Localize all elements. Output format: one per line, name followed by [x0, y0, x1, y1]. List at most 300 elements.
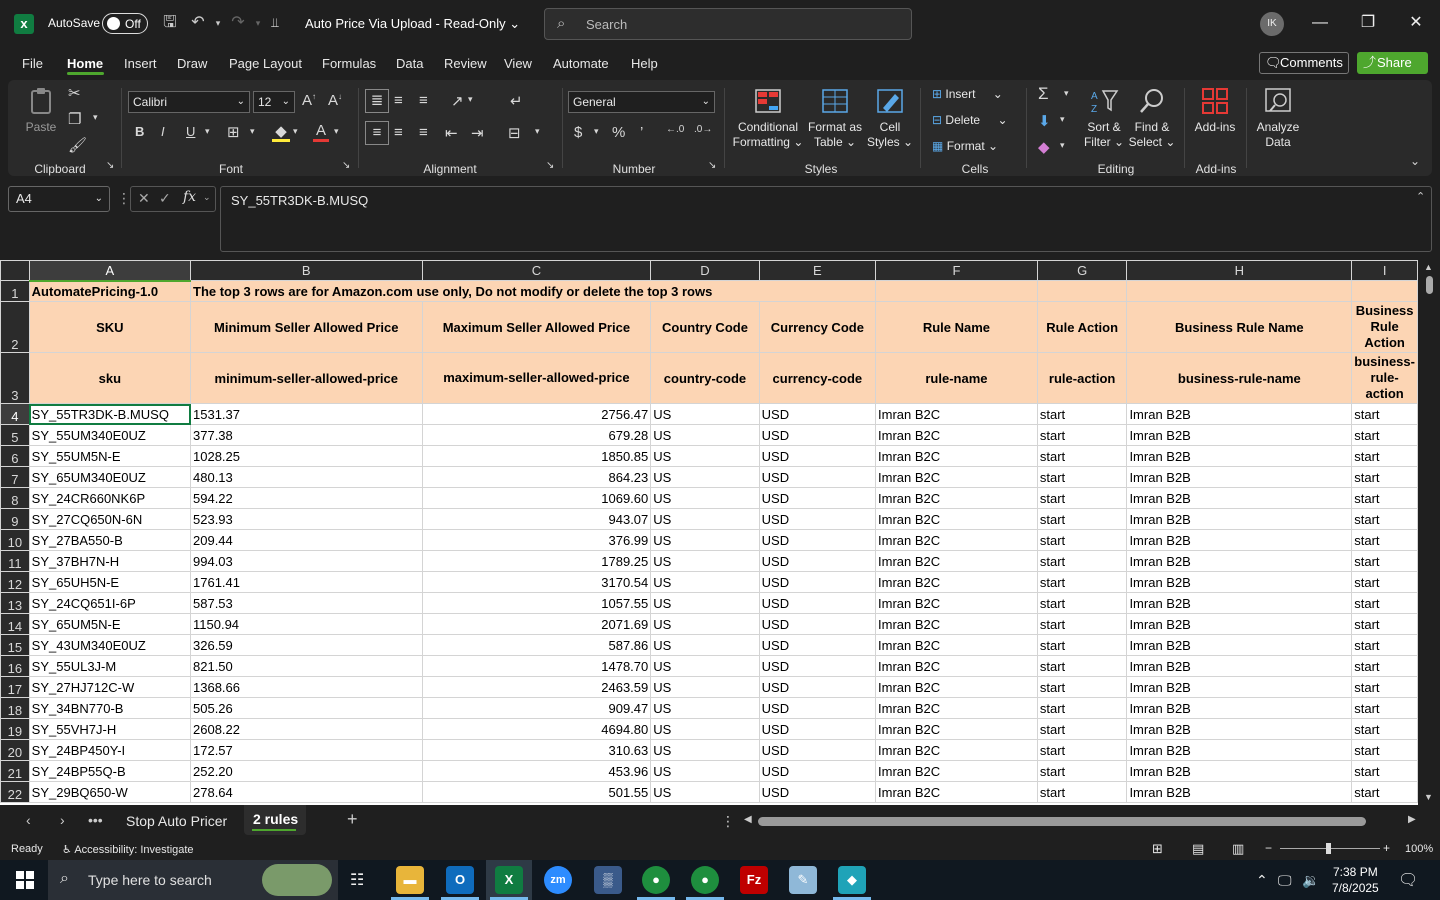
cell-currency-code[interactable]: USD — [759, 530, 875, 551]
cell-min-price[interactable]: 480.13 — [191, 467, 423, 488]
column-header-b[interactable]: B — [191, 261, 423, 281]
cell-min-price[interactable]: 1028.25 — [191, 446, 423, 467]
fill-dropdown-icon[interactable]: ▾ — [1060, 114, 1065, 124]
cell-a2[interactable]: SKU — [29, 302, 190, 353]
scroll-down-icon[interactable]: ▼ — [1424, 792, 1433, 802]
cell-b3[interactable]: minimum-seller-allowed-price — [191, 353, 423, 404]
cell-rule-action[interactable]: start — [1037, 467, 1127, 488]
row-header[interactable]: 16 — [1, 656, 30, 677]
cell-sku[interactable]: SY_43UM340E0UZ — [29, 635, 190, 656]
cell-rule-name[interactable]: Imran B2C — [876, 740, 1038, 761]
comments-button[interactable] — [1259, 52, 1349, 74]
delete-cells-button[interactable] — [932, 113, 1008, 127]
cell-rule-name[interactable]: Imran B2C — [876, 509, 1038, 530]
cell-b2[interactable]: Minimum Seller Allowed Price — [191, 302, 423, 353]
cell-max-price[interactable]: 1057.55 — [422, 593, 651, 614]
cell-sku[interactable]: SY_27HJ712C-W — [29, 677, 190, 698]
cell-max-price[interactable]: 501.55 — [422, 782, 651, 803]
cell-business-rule-name[interactable]: Imran B2B — [1127, 509, 1352, 530]
chrome-profile-icon[interactable]: ● — [691, 866, 719, 894]
cell-rule-action[interactable]: start — [1037, 761, 1127, 782]
cell-currency-code[interactable]: USD — [759, 677, 875, 698]
notifications-icon[interactable]: 🗨 — [1398, 872, 1419, 889]
search-box[interactable] — [544, 8, 912, 40]
cell-business-rule-action[interactable]: start — [1352, 509, 1418, 530]
row-header[interactable]: 6 — [1, 446, 30, 467]
scroll-right-icon[interactable]: ▶ — [1408, 814, 1416, 825]
cell-rule-name[interactable]: Imran B2C — [876, 551, 1038, 572]
cell-business-rule-action[interactable]: start — [1352, 635, 1418, 656]
cell-i2[interactable]: Business Rule Action — [1352, 302, 1418, 353]
cell-rule-name[interactable]: Imran B2C — [876, 614, 1038, 635]
notepad-icon[interactable]: ✎ — [789, 866, 817, 894]
customize-qat-icon[interactable]: ⫫ — [271, 15, 279, 30]
cell-sku[interactable]: SY_55TR3DK-B.MUSQ — [29, 404, 190, 425]
decrease-decimal-icon[interactable]: .0→ — [694, 124, 713, 135]
tab-draw[interactable]: Draw — [177, 56, 208, 71]
font-size-select[interactable] — [253, 91, 295, 113]
format-cells-button[interactable] — [932, 139, 998, 153]
vertical-scroll-thumb[interactable] — [1426, 276, 1433, 294]
font-color-icon[interactable]: A — [313, 122, 329, 142]
scroll-up-icon[interactable]: ▲ — [1424, 262, 1433, 272]
row-header[interactable]: 1 — [1, 281, 30, 302]
cell-d3[interactable]: country-code — [651, 353, 759, 404]
cell-country-code[interactable]: US — [651, 635, 759, 656]
cell-rule-name[interactable]: Imran B2C — [876, 593, 1038, 614]
cell-business-rule-name[interactable]: Imran B2B — [1127, 530, 1352, 551]
cell-business-rule-action[interactable]: start — [1352, 488, 1418, 509]
autosum-icon[interactable]: Σ — [1038, 84, 1049, 103]
cell-currency-code[interactable]: USD — [759, 656, 875, 677]
cell-currency-code[interactable]: USD — [759, 572, 875, 593]
cell-business-rule-action[interactable]: start — [1352, 677, 1418, 698]
cell-currency-code[interactable]: USD — [759, 698, 875, 719]
cell-min-price[interactable]: 523.93 — [191, 509, 423, 530]
cell-country-code[interactable]: US — [651, 740, 759, 761]
cell-business-rule-name[interactable]: Imran B2B — [1127, 551, 1352, 572]
cell-business-rule-action[interactable]: start — [1352, 719, 1418, 740]
copy-dropdown-icon[interactable]: ▾ — [93, 112, 98, 122]
cell-rule-action[interactable]: start — [1037, 488, 1127, 509]
row-header[interactable]: 12 — [1, 572, 30, 593]
zoom-slider-thumb[interactable] — [1326, 843, 1331, 854]
tab-home[interactable]: Home — [67, 56, 104, 71]
horizontal-scroll-thumb[interactable] — [758, 817, 1366, 826]
cell-sku[interactable]: SY_55UL3J-M — [29, 656, 190, 677]
cell-currency-code[interactable]: USD — [759, 467, 875, 488]
more-sheets-icon[interactable]: ••• — [88, 812, 103, 828]
cell-sku[interactable]: SY_55UM5N-E — [29, 446, 190, 467]
cell-business-rule-action[interactable]: start — [1352, 782, 1418, 803]
cell-rule-action[interactable]: start — [1037, 425, 1127, 446]
cell-business-rule-action[interactable]: start — [1352, 446, 1418, 467]
cell-min-price[interactable]: 994.03 — [191, 551, 423, 572]
cell-country-code[interactable]: US — [651, 761, 759, 782]
cell-business-rule-action[interactable]: start — [1352, 404, 1418, 425]
cell-sku[interactable]: SY_37BH7N-H — [29, 551, 190, 572]
excel-taskbar-icon[interactable]: X — [495, 866, 523, 894]
merge-dropdown-icon[interactable]: ▾ — [535, 126, 540, 136]
clear-dropdown-icon[interactable]: ▾ — [1060, 140, 1065, 150]
cell-sku[interactable]: SY_24BP55Q-B — [29, 761, 190, 782]
close-icon[interactable]: ✕ — [1409, 14, 1423, 31]
cell-rule-action[interactable]: start — [1037, 698, 1127, 719]
cell-h2[interactable]: Business Rule Name — [1127, 302, 1352, 353]
percent-icon[interactable]: % — [612, 124, 626, 141]
cell-rule-name[interactable]: Imran B2C — [876, 782, 1038, 803]
vertical-scrollbar[interactable] — [1418, 260, 1440, 805]
tab-view[interactable]: View — [504, 56, 532, 71]
document-title[interactable]: Auto Price Via Upload - Read-Only ⌄ — [305, 16, 521, 31]
outlook-icon[interactable]: O — [446, 866, 474, 894]
cell-currency-code[interactable]: USD — [759, 425, 875, 446]
cell-rule-name[interactable]: Imran B2C — [876, 572, 1038, 593]
cell-country-code[interactable]: US — [651, 614, 759, 635]
currency-dropdown-icon[interactable]: ▾ — [594, 126, 599, 136]
select-all-corner[interactable] — [1, 261, 30, 281]
cell-min-price[interactable]: 1761.41 — [191, 572, 423, 593]
underline-dropdown-icon[interactable]: ▾ — [205, 126, 210, 136]
sort-filter-button[interactable] — [1082, 86, 1126, 150]
wrap-text-icon[interactable]: ↵ — [510, 93, 523, 110]
taskbar-search[interactable] — [48, 860, 338, 900]
normal-view-icon[interactable]: ⊞ — [1152, 841, 1163, 856]
page-layout-view-icon[interactable]: ▤ — [1192, 841, 1205, 856]
underline-icon[interactable]: U — [186, 124, 196, 139]
cell-rule-action[interactable]: start — [1037, 572, 1127, 593]
cell-business-rule-name[interactable]: Imran B2B — [1127, 593, 1352, 614]
cell-sku[interactable]: SY_65UH5N-E — [29, 572, 190, 593]
cell-min-price[interactable]: 377.38 — [191, 425, 423, 446]
cell-rule-action[interactable]: start — [1037, 635, 1127, 656]
tray-overflow-icon[interactable]: ⌃ — [1256, 872, 1268, 888]
row-header[interactable]: 11 — [1, 551, 30, 572]
calculator-icon[interactable]: ▒ — [594, 866, 622, 894]
cell-rule-name[interactable]: Imran B2C — [876, 698, 1038, 719]
volume-icon[interactable]: 🔉 — [1302, 872, 1320, 888]
increase-decimal-icon[interactable]: ←.0 — [666, 124, 685, 135]
orientation-dropdown-icon[interactable]: ▾ — [468, 94, 473, 104]
cell-min-price[interactable]: 1150.94 — [191, 614, 423, 635]
cell-min-price[interactable]: 1368.66 — [191, 677, 423, 698]
row-header[interactable]: 15 — [1, 635, 30, 656]
prev-sheet-icon[interactable]: ‹ — [26, 812, 31, 828]
row-header[interactable]: 18 — [1, 698, 30, 719]
cell-max-price[interactable]: 679.28 — [422, 425, 651, 446]
cell-rule-action[interactable]: start — [1037, 551, 1127, 572]
cell-min-price[interactable]: 821.50 — [191, 656, 423, 677]
cell-country-code[interactable]: US — [651, 677, 759, 698]
merge-center-icon[interactable]: ⊟ — [508, 125, 521, 142]
file-explorer-icon[interactable]: ▬ — [396, 866, 424, 894]
next-sheet-icon[interactable]: › — [60, 812, 65, 828]
cell-business-rule-action[interactable]: start — [1352, 614, 1418, 635]
column-header-a[interactable]: A — [29, 261, 190, 281]
add-sheet-icon[interactable]: + — [347, 809, 358, 829]
chevron-down-icon[interactable]: ⌄ — [203, 192, 211, 202]
cell-rule-action[interactable]: start — [1037, 614, 1127, 635]
row-header[interactable]: 13 — [1, 593, 30, 614]
minimize-icon[interactable]: — — [1312, 14, 1328, 31]
chrome-icon[interactable]: ● — [642, 866, 670, 894]
column-header-c[interactable]: C — [422, 261, 651, 281]
cell-min-price[interactable]: 252.20 — [191, 761, 423, 782]
cell-country-code[interactable]: US — [651, 782, 759, 803]
tab-file[interactable]: File — [22, 56, 43, 71]
cell-country-code[interactable]: US — [651, 509, 759, 530]
cell-f2[interactable]: Rule Name — [876, 302, 1038, 353]
cell-country-code[interactable]: US — [651, 551, 759, 572]
cell-sku[interactable]: SY_29BQ650-W — [29, 782, 190, 803]
share-button[interactable] — [1357, 52, 1428, 74]
currency-icon[interactable]: $ — [574, 124, 583, 141]
tab-help[interactable]: Help — [631, 56, 658, 71]
windows-start-icon[interactable] — [16, 871, 34, 889]
cell-min-price[interactable]: 2608.22 — [191, 719, 423, 740]
font-color-dropdown-icon[interactable]: ▾ — [334, 126, 339, 136]
zoom-level[interactable]: 100% — [1405, 843, 1434, 855]
cell-min-price[interactable]: 172.57 — [191, 740, 423, 761]
cell-country-code[interactable]: US — [651, 572, 759, 593]
row-header[interactable]: 10 — [1, 530, 30, 551]
italic-icon[interactable]: I — [161, 124, 165, 139]
cell-sku[interactable]: SY_24BP450Y-I — [29, 740, 190, 761]
cell-rule-name[interactable]: Imran B2C — [876, 446, 1038, 467]
align-middle-icon[interactable]: ≡ — [394, 92, 403, 109]
cut-icon[interactable]: ✂ — [68, 85, 81, 102]
cell-rule-name[interactable]: Imran B2C — [876, 635, 1038, 656]
align-top-icon[interactable]: ≣ — [365, 89, 389, 113]
cell-business-rule-name[interactable]: Imran B2B — [1127, 635, 1352, 656]
cell-sku[interactable]: SY_27CQ650N-6N — [29, 509, 190, 530]
number-launcher-icon[interactable]: ↘ — [708, 160, 717, 171]
format-as-table-button[interactable] — [806, 86, 864, 150]
cell-business-rule-action[interactable]: start — [1352, 572, 1418, 593]
addins-button[interactable] — [1190, 86, 1240, 135]
cell-styles-button[interactable] — [866, 86, 914, 150]
cell-business-rule-action[interactable]: start — [1352, 740, 1418, 761]
cell-min-price[interactable]: 505.26 — [191, 698, 423, 719]
cell-min-price[interactable]: 594.22 — [191, 488, 423, 509]
orientation-icon[interactable]: ↗ — [451, 93, 464, 110]
cell-business-rule-action[interactable]: start — [1352, 656, 1418, 677]
row-header[interactable]: 17 — [1, 677, 30, 698]
cell-currency-code[interactable]: USD — [759, 635, 875, 656]
decrease-font-icon[interactable]: A↓ — [328, 92, 343, 109]
cell-currency-code[interactable]: USD — [759, 488, 875, 509]
row-header[interactable]: 19 — [1, 719, 30, 740]
row-header[interactable]: 20 — [1, 740, 30, 761]
conditional-formatting-button[interactable] — [730, 86, 806, 150]
cell-business-rule-name[interactable]: Imran B2B — [1127, 656, 1352, 677]
cell-rule-action[interactable]: start — [1037, 446, 1127, 467]
cell-country-code[interactable]: US — [651, 530, 759, 551]
cancel-icon[interactable]: ✕ — [138, 190, 150, 206]
insert-cells-button[interactable] — [932, 87, 1003, 101]
row-header[interactable]: 21 — [1, 761, 30, 782]
cell-country-code[interactable]: US — [651, 593, 759, 614]
cell-currency-code[interactable]: USD — [759, 614, 875, 635]
font-launcher-icon[interactable]: ↘ — [342, 160, 351, 171]
row-header[interactable]: 8 — [1, 488, 30, 509]
cell-business-rule-name[interactable]: Imran B2B — [1127, 425, 1352, 446]
column-header-h[interactable]: H — [1127, 261, 1352, 281]
format-painter-icon[interactable]: 🖌 — [68, 137, 88, 154]
find-select-button[interactable] — [1128, 86, 1176, 150]
cell-country-code[interactable]: US — [651, 698, 759, 719]
taskbar-clock[interactable] — [1332, 864, 1379, 896]
cell-rule-action[interactable]: start — [1037, 593, 1127, 614]
tab-data[interactable]: Data — [396, 56, 424, 71]
sheet-tab-stop-auto-pricer[interactable]: Stop Auto Pricer — [126, 813, 228, 829]
increase-font-icon[interactable]: A↑ — [302, 92, 317, 109]
cell-business-rule-name[interactable]: Imran B2B — [1127, 782, 1352, 803]
zoom-out-icon[interactable]: − — [1265, 841, 1273, 855]
clear-icon[interactable]: ◆ — [1038, 139, 1050, 156]
column-header-d[interactable]: D — [651, 261, 759, 281]
cell-max-price[interactable]: 376.99 — [422, 530, 651, 551]
cell-max-price[interactable]: 453.96 — [422, 761, 651, 782]
cell-max-price[interactable]: 1069.60 — [422, 488, 651, 509]
font-name-select[interactable] — [128, 91, 250, 113]
cell-rule-name[interactable]: Imran B2C — [876, 530, 1038, 551]
cell-max-price[interactable]: 2071.69 — [422, 614, 651, 635]
tab-page-layout[interactable]: Page Layout — [229, 56, 303, 71]
comma-icon[interactable]: ’ — [640, 124, 644, 141]
cell-business-rule-name[interactable]: Imran B2B — [1127, 467, 1352, 488]
copy-icon[interactable]: ❐ — [68, 111, 82, 128]
cell-sku[interactable]: SY_55UM340E0UZ — [29, 425, 190, 446]
cell-i1[interactable] — [1352, 281, 1418, 302]
row-header[interactable]: 9 — [1, 509, 30, 530]
cell-sku[interactable]: SY_24CR660NK6P — [29, 488, 190, 509]
tab-insert[interactable]: Insert — [124, 56, 157, 71]
cell-rule-action[interactable]: start — [1037, 656, 1127, 677]
cell-c2[interactable]: Maximum Seller Allowed Price — [422, 302, 651, 353]
cell-sku[interactable]: SY_65UM340E0UZ — [29, 467, 190, 488]
align-right-icon[interactable]: ≡ — [419, 124, 428, 141]
cell-currency-code[interactable]: USD — [759, 740, 875, 761]
cell-rule-action[interactable]: start — [1037, 740, 1127, 761]
app-diamond-icon[interactable]: ◆ — [838, 866, 866, 894]
autosum-dropdown-icon[interactable]: ▾ — [1064, 88, 1069, 98]
cell-currency-code[interactable]: USD — [759, 761, 875, 782]
cell-max-price[interactable]: 864.23 — [422, 467, 651, 488]
cell-rule-name[interactable]: Imran B2C — [876, 488, 1038, 509]
name-box[interactable] — [8, 186, 110, 212]
cell-rule-name[interactable]: Imran B2C — [876, 425, 1038, 446]
fill-color-icon[interactable]: ◆ — [272, 122, 290, 142]
borders-icon[interactable]: ⊞ — [227, 124, 240, 141]
cell-min-price[interactable]: 278.64 — [191, 782, 423, 803]
cell-max-price[interactable]: 587.86 — [422, 635, 651, 656]
tab-automate[interactable]: Automate — [553, 56, 609, 71]
cell-max-price[interactable]: 909.47 — [422, 698, 651, 719]
tab-split-handle-icon[interactable]: ⋮ — [721, 813, 735, 829]
row-header[interactable]: 5 — [1, 425, 30, 446]
cell-max-price[interactable]: 1478.70 — [422, 656, 651, 677]
more-options-icon[interactable]: ⋮ — [117, 190, 131, 206]
alignment-launcher-icon[interactable]: ↘ — [546, 160, 555, 171]
zoom-in-icon[interactable]: + — [1383, 841, 1391, 855]
cell-e3[interactable]: currency-code — [759, 353, 875, 404]
cell-min-price[interactable]: 587.53 — [191, 593, 423, 614]
align-bottom-icon[interactable]: ≡ — [419, 92, 428, 109]
cell-d2[interactable]: Country Code — [651, 302, 759, 353]
cell-rule-action[interactable]: start — [1037, 404, 1127, 425]
cell-business-rule-action[interactable]: start — [1352, 698, 1418, 719]
fill-color-dropdown-icon[interactable]: ▾ — [293, 126, 298, 136]
formula-input[interactable]: SY_55TR3DK-B.MUSQ — [220, 186, 1432, 252]
ribbon-options-chevron-icon[interactable]: ⌄ — [1410, 154, 1421, 168]
cell-sku[interactable]: SY_24CQ651I-6P — [29, 593, 190, 614]
page-break-view-icon[interactable]: ▥ — [1232, 841, 1245, 856]
decrease-indent-icon[interactable]: ⇤ — [445, 125, 458, 142]
align-center-icon[interactable]: ≡ — [394, 124, 403, 141]
cell-rule-action[interactable]: start — [1037, 677, 1127, 698]
cell-rule-name[interactable]: Imran B2C — [876, 719, 1038, 740]
collapse-formula-bar-icon[interactable]: ⌃ — [1416, 191, 1426, 203]
filezilla-icon[interactable]: Fz — [740, 866, 768, 894]
column-header-e[interactable]: E — [759, 261, 875, 281]
cell-currency-code[interactable]: USD — [759, 446, 875, 467]
borders-dropdown-icon[interactable]: ▾ — [250, 126, 255, 136]
tab-formulas[interactable]: Formulas — [322, 56, 377, 71]
cell-rule-name[interactable]: Imran B2C — [876, 656, 1038, 677]
cell-sku[interactable]: SY_34BN770-B — [29, 698, 190, 719]
cell-sku[interactable]: SY_27BA550-B — [29, 530, 190, 551]
cell-business-rule-name[interactable]: Imran B2B — [1127, 698, 1352, 719]
cell-business-rule-name[interactable]: Imran B2B — [1127, 719, 1352, 740]
cell-business-rule-name[interactable]: Imran B2B — [1127, 740, 1352, 761]
cell-e2[interactable]: Currency Code — [759, 302, 875, 353]
cell-rule-name[interactable]: Imran B2C — [876, 404, 1038, 425]
row-header[interactable]: 22 — [1, 782, 30, 803]
zoom-app-icon[interactable]: zm — [544, 866, 572, 894]
cell-business-rule-name[interactable]: Imran B2B — [1127, 614, 1352, 635]
column-header-i[interactable]: I — [1352, 261, 1418, 281]
cell-business-rule-name[interactable]: Imran B2B — [1127, 446, 1352, 467]
cell-i3[interactable]: business-rule-action — [1352, 353, 1418, 404]
cell-country-code[interactable]: US — [651, 425, 759, 446]
cell-country-code[interactable]: US — [651, 446, 759, 467]
cell-g3[interactable]: rule-action — [1037, 353, 1127, 404]
cell-currency-code[interactable]: USD — [759, 551, 875, 572]
clipboard-launcher-icon[interactable]: ↘ — [106, 160, 115, 171]
restore-icon[interactable]: ❐ — [1360, 14, 1376, 31]
cell-max-price[interactable]: 2463.59 — [422, 677, 651, 698]
cell-max-price[interactable]: 4694.80 — [422, 719, 651, 740]
cell-g1[interactable] — [1037, 281, 1127, 302]
cell-currency-code[interactable]: USD — [759, 404, 875, 425]
cell-country-code[interactable]: US — [651, 719, 759, 740]
row-header[interactable]: 2 — [1, 302, 30, 353]
column-header-f[interactable]: F — [876, 261, 1038, 281]
cell-min-price[interactable]: 209.44 — [191, 530, 423, 551]
row-header[interactable]: 14 — [1, 614, 30, 635]
sheet-tab-2-rules[interactable]: 2 rules — [253, 811, 299, 827]
autosave-toggle[interactable] — [102, 13, 148, 34]
accessibility-status[interactable] — [62, 843, 194, 856]
cell-sku[interactable]: SY_65UM5N-E — [29, 614, 190, 635]
cell-business-rule-name[interactable]: Imran B2B — [1127, 404, 1352, 425]
avatar[interactable]: IK — [1260, 12, 1284, 36]
cell-business-rule-action[interactable]: start — [1352, 467, 1418, 488]
cell-f3[interactable]: rule-name — [876, 353, 1038, 404]
cell-business-rule-name[interactable]: Imran B2B — [1127, 488, 1352, 509]
task-view-icon[interactable]: ☷ — [350, 872, 365, 889]
